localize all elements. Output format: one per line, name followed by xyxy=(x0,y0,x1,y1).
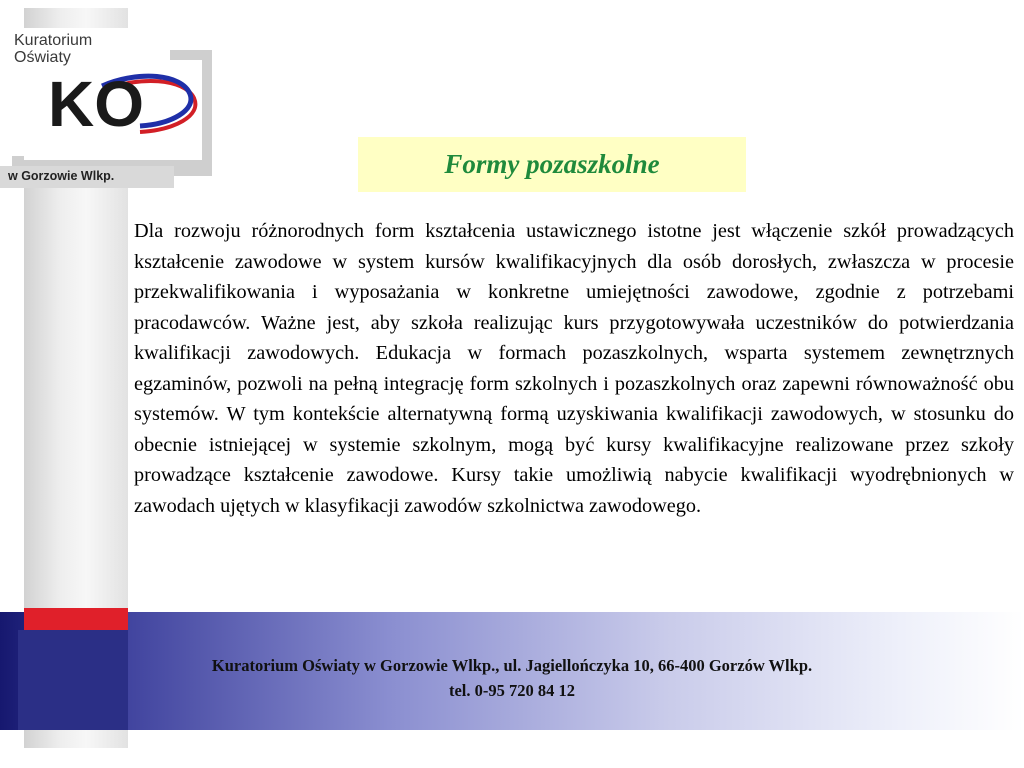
footer-red-accent xyxy=(24,608,128,631)
logo-name xyxy=(14,32,164,66)
slide-title: Formy pozaszkolne xyxy=(444,149,660,179)
logo-name-line1: Kuratorium xyxy=(14,32,93,49)
slide-title-box xyxy=(358,137,746,192)
logo-city-band xyxy=(0,166,174,188)
kuratorium-logo xyxy=(0,28,174,183)
ko-monogram-icon xyxy=(44,68,200,138)
footer-blue-accent xyxy=(18,630,128,730)
logo-monogram: KO xyxy=(48,68,144,138)
footer-address-text: Kuratorium Oświaty w Gorzowie Wlkp., ul. Jagiellończyka 10, 66-400 Gorzów Wlkp. xyxy=(211,656,813,675)
logo-city: w Gorzowie Wlkp. xyxy=(8,169,115,183)
footer-phone: tel. 0-95 720 84 12 xyxy=(448,681,576,700)
slide-body-text: Dla rozwoju różnorodnych form kształcenia ustawicznego istotne jest włączenie szkół prowadzących kształcenie zawodowe w system kursów kwalifikacyjnych dla osób dorosłych, zwłaszcza w procesie przekwalifikowania i wyposażania w konkretne umiejętności zawodowe, zgodnie z potrzebami pracodawców. Ważne jest, aby szkoła realizując kurs przygotowywała uczestników do potwierdzania kwalifikacji zawodowych. Edukacja w formach pozaszkolnych, wsparta systemem zewnętrznych egzaminów, pozwoli na pełną integrację form szkolnych i pozaszkolnych oraz zapewni równoważność obu systemów. W tym kontekście alternatywną formą uzyskiwania kwalifikacji zawodowych, w stosunku do obecnie istniejącej w systemie szkolnym, mogą być kursy kwalifikacyjne realizowane przez szkoły prowadzące kształcenie zawodowe. Kursy takie umożliwią nabycie kwalifikacji wyodrębnionych w zawodach ujętych w klasyfikacji zawodów szkolnictwa zawodowego. xyxy=(134,220,1014,517)
logo-name-line2: Oświaty xyxy=(14,49,71,66)
footer-address xyxy=(0,656,1024,676)
